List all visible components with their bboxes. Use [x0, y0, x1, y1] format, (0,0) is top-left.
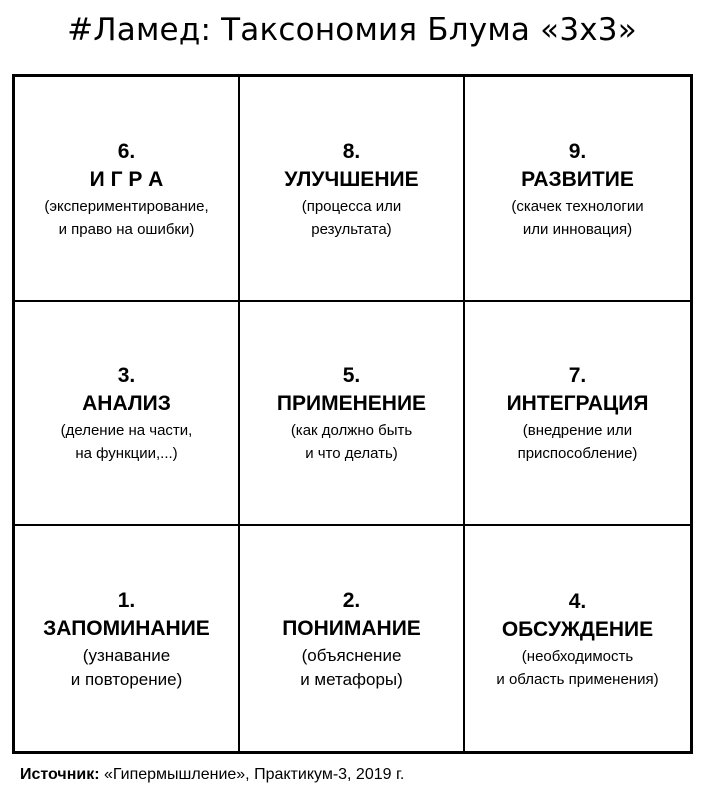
- cell-number: 6.: [117, 139, 136, 163]
- grid-cell-memorization: [15, 526, 240, 751]
- page-title: #Ламед: Таксономия Блума «3х3»: [67, 12, 637, 48]
- grid-cell-analysis: [15, 302, 240, 527]
- cell-name: И Г Р А: [89, 167, 164, 191]
- cell-name: ЗАПОМИНАНИЕ: [43, 617, 210, 641]
- cell-description: [44, 195, 208, 241]
- cell-number: 5.: [342, 364, 361, 388]
- cell-description: [518, 419, 638, 465]
- cell-name: АНАЛИЗ: [82, 392, 171, 416]
- cell-description-line: (объяснение: [301, 646, 402, 666]
- cell-description-line: и что делать): [305, 445, 398, 463]
- grid-cell-discussion: [465, 526, 690, 751]
- source-text: «Гипермышление», Практикум-3, 2019 г.: [99, 766, 405, 783]
- cell-description: [300, 644, 403, 692]
- cell-description: [291, 419, 412, 465]
- cell-description-line: (узнавание: [82, 646, 171, 666]
- cell-description-line: (внедрение или: [522, 422, 633, 440]
- cell-description-line: и область применения): [496, 671, 659, 689]
- cell-description-line: (необходимость: [521, 648, 634, 666]
- cell-number: 4.: [568, 590, 587, 614]
- cell-description-line: или инновация): [522, 220, 633, 238]
- cell-name: ОБСУЖДЕНИЕ: [501, 618, 654, 642]
- source-label: Источник:: [20, 766, 100, 783]
- grid-cell-play: [15, 77, 240, 302]
- cell-number: 3.: [117, 364, 136, 388]
- cell-name: УЛУЧШЕНИЕ: [284, 167, 419, 191]
- cell-description-line: (деление на части,: [60, 422, 193, 440]
- cell-number: 9.: [568, 139, 587, 163]
- grid-cell-improvement: [240, 77, 465, 302]
- cell-description-line: (экспериментирование,: [44, 197, 209, 215]
- cell-description-line: и метафоры): [300, 670, 403, 690]
- grid-cell-development: [465, 77, 690, 302]
- cell-number: 7.: [568, 364, 587, 388]
- cell-description-line: (скачек технологии: [511, 197, 644, 215]
- cell-description-line: (процесса или: [301, 197, 402, 215]
- cell-description-line: результата): [311, 220, 392, 238]
- cell-number: 8.: [342, 139, 361, 163]
- cell-name: ПОНИМАНИЕ: [282, 617, 421, 641]
- cell-description: [61, 419, 193, 465]
- cell-description: [496, 645, 658, 691]
- cell-number: 1.: [117, 589, 136, 613]
- source-caption: [20, 764, 404, 786]
- cell-description-line: на функции,...): [75, 445, 178, 463]
- cell-name: ИНТЕГРАЦИЯ: [506, 392, 649, 416]
- cell-name: ПРИМЕНЕНИЕ: [276, 392, 427, 416]
- cell-description-line: и повторение): [70, 670, 183, 690]
- grid-cell-integration: [465, 302, 690, 527]
- grid-cell-application: [240, 302, 465, 527]
- cell-description-line: и право на ошибки): [58, 220, 195, 238]
- cell-description: [511, 195, 643, 241]
- cell-description-line: приспособление): [517, 445, 638, 463]
- cell-description-line: (как должно быть: [290, 422, 413, 440]
- taxonomy-grid: [12, 74, 693, 754]
- cell-description: [71, 644, 183, 692]
- cell-description: [302, 195, 402, 241]
- grid-cell-understanding: [240, 526, 465, 751]
- cell-number: 2.: [342, 589, 361, 613]
- cell-name: РАЗВИТИЕ: [521, 167, 634, 191]
